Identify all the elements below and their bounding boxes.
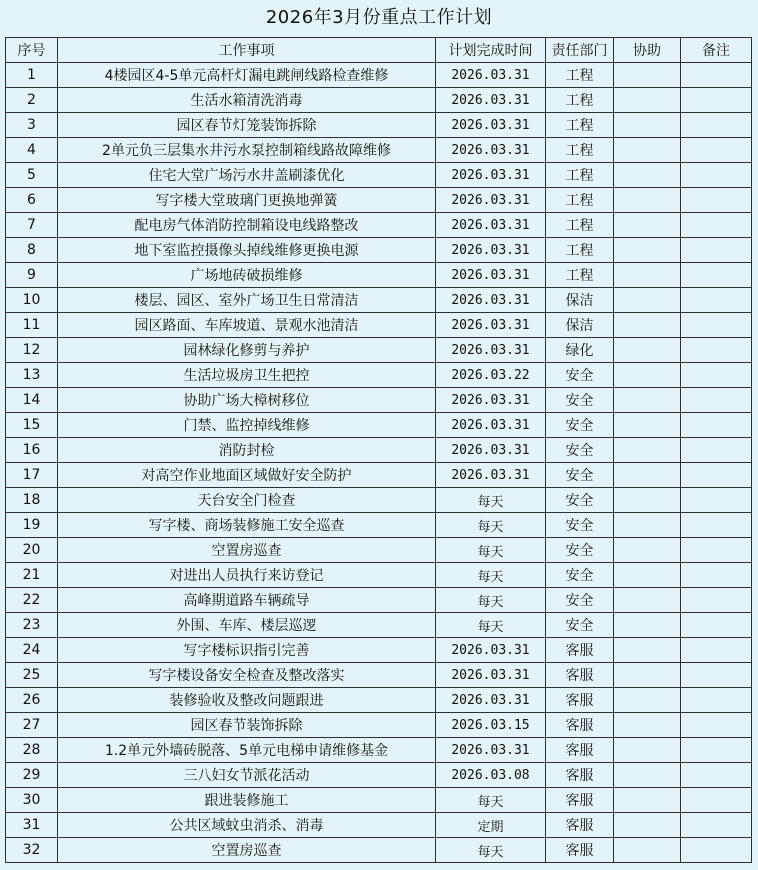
note-cell: [681, 388, 752, 413]
table-row: [6, 163, 752, 188]
department-cell: 客服: [546, 638, 614, 663]
assist-cell: [614, 138, 681, 163]
row-number: 17: [6, 463, 58, 488]
due-date-cell: 2026.03.31: [436, 388, 546, 413]
table-row: [6, 263, 752, 288]
row-number: 2: [6, 88, 58, 113]
task-cell: 住宅大堂广场污水井盖刷漆优化: [58, 163, 436, 188]
assist-cell: [614, 213, 681, 238]
row-number: 31: [6, 813, 58, 838]
note-cell: [681, 713, 752, 738]
assist-cell: [614, 363, 681, 388]
table-body: [6, 63, 752, 863]
task-cell: 高峰期道路车辆疏导: [58, 588, 436, 613]
row-number: 7: [6, 213, 58, 238]
column-header-task: 工作事项: [58, 38, 436, 63]
note-cell: [681, 163, 752, 188]
table-row: [6, 63, 752, 88]
assist-cell: [614, 613, 681, 638]
task-cell: 门禁、监控掉线维修: [58, 413, 436, 438]
note-cell: [681, 763, 752, 788]
note-cell: [681, 138, 752, 163]
table-row: [6, 663, 752, 688]
task-cell: 广场地砖破损维修: [58, 263, 436, 288]
row-number: 1: [6, 63, 58, 88]
row-number: 5: [6, 163, 58, 188]
note-cell: [681, 588, 752, 613]
assist-cell: [614, 463, 681, 488]
table-row: [6, 188, 752, 213]
task-cell: 写字楼大堂玻璃门更换地弹簧: [58, 188, 436, 213]
note-cell: [681, 213, 752, 238]
department-cell: 绿化: [546, 338, 614, 363]
row-number: 15: [6, 413, 58, 438]
due-date-cell: 2026.03.31: [436, 113, 546, 138]
task-cell: 写字楼标识指引完善: [58, 638, 436, 663]
row-number: 25: [6, 663, 58, 688]
task-cell: 园区路面、车库坡道、景观水池清洁: [58, 313, 436, 338]
assist-cell: [614, 838, 681, 863]
task-cell: 公共区域蚊虫消杀、消毒: [58, 813, 436, 838]
table-row: [6, 638, 752, 663]
task-cell: 楼层、园区、室外广场卫生日常清洁: [58, 288, 436, 313]
note-cell: [681, 638, 752, 663]
row-number: 19: [6, 513, 58, 538]
due-date-cell: 2026.03.31: [436, 188, 546, 213]
note-cell: [681, 438, 752, 463]
task-cell: 跟进装修施工: [58, 788, 436, 813]
assist-cell: [614, 713, 681, 738]
department-cell: 安全: [546, 488, 614, 513]
due-date-cell: 每天: [436, 613, 546, 638]
due-date-cell: 2026.03.15: [436, 713, 546, 738]
department-cell: 保洁: [546, 313, 614, 338]
assist-cell: [614, 388, 681, 413]
column-header-assist: 协助: [614, 38, 681, 63]
assist-cell: [614, 263, 681, 288]
note-cell: [681, 263, 752, 288]
assist-cell: [614, 538, 681, 563]
table-row: [6, 138, 752, 163]
note-cell: [681, 838, 752, 863]
department-cell: 保洁: [546, 288, 614, 313]
due-date-cell: 每天: [436, 513, 546, 538]
department-cell: 工程: [546, 163, 614, 188]
assist-cell: [614, 738, 681, 763]
due-date-cell: 2026.03.08: [436, 763, 546, 788]
due-date-cell: 2026.03.31: [436, 338, 546, 363]
due-date-cell: 2026.03.31: [436, 263, 546, 288]
department-cell: 安全: [546, 588, 614, 613]
table-row: [6, 688, 752, 713]
task-cell: 1.2单元外墙砖脱落、5单元电梯申请维修基金: [58, 738, 436, 763]
assist-cell: [614, 763, 681, 788]
row-number: 14: [6, 388, 58, 413]
note-cell: [681, 738, 752, 763]
due-date-cell: 2026.03.31: [436, 738, 546, 763]
department-cell: 安全: [546, 613, 614, 638]
row-number: 26: [6, 688, 58, 713]
assist-cell: [614, 88, 681, 113]
note-cell: [681, 813, 752, 838]
note-cell: [681, 563, 752, 588]
assist-cell: [614, 313, 681, 338]
assist-cell: [614, 413, 681, 438]
table-row: [6, 238, 752, 263]
due-date-cell: 2026.03.22: [436, 363, 546, 388]
due-date-cell: 每天: [436, 488, 546, 513]
assist-cell: [614, 813, 681, 838]
assist-cell: [614, 238, 681, 263]
table-row: [6, 613, 752, 638]
department-cell: 安全: [546, 463, 614, 488]
task-cell: 园林绿化修剪与养护: [58, 338, 436, 363]
task-cell: 4楼园区4-5单元高杆灯漏电跳闸线路检查维修: [58, 63, 436, 88]
department-cell: 客服: [546, 813, 614, 838]
note-cell: [681, 663, 752, 688]
note-cell: [681, 688, 752, 713]
due-date-cell: 每天: [436, 838, 546, 863]
department-cell: 安全: [546, 513, 614, 538]
due-date-cell: 2026.03.31: [436, 663, 546, 688]
table-row: [6, 738, 752, 763]
note-cell: [681, 513, 752, 538]
table-row: [6, 713, 752, 738]
task-cell: 外围、车库、楼层巡逻: [58, 613, 436, 638]
table-row: [6, 413, 752, 438]
table-row: [6, 463, 752, 488]
assist-cell: [614, 663, 681, 688]
department-cell: 工程: [546, 113, 614, 138]
note-cell: [681, 288, 752, 313]
row-number: 9: [6, 263, 58, 288]
note-cell: [681, 488, 752, 513]
due-date-cell: 定期: [436, 813, 546, 838]
table-row: [6, 213, 752, 238]
department-cell: 客服: [546, 663, 614, 688]
due-date-cell: 2026.03.31: [436, 688, 546, 713]
note-cell: [681, 363, 752, 388]
assist-cell: [614, 288, 681, 313]
assist-cell: [614, 163, 681, 188]
due-date-cell: 2026.03.31: [436, 213, 546, 238]
table-row: [6, 788, 752, 813]
row-number: 22: [6, 588, 58, 613]
column-header-dept: 责任部门: [546, 38, 614, 63]
note-cell: [681, 238, 752, 263]
table-row: [6, 363, 752, 388]
task-cell: 消防封检: [58, 438, 436, 463]
table-row: [6, 488, 752, 513]
row-number: 23: [6, 613, 58, 638]
task-cell: 配电房气体消防控制箱设电线路整改: [58, 213, 436, 238]
assist-cell: [614, 688, 681, 713]
table-row: [6, 113, 752, 138]
assist-cell: [614, 438, 681, 463]
note-cell: [681, 188, 752, 213]
page-title: 2026年3月份重点工作计划: [265, 7, 493, 28]
task-cell: 写字楼设备安全检查及整改落实: [58, 663, 436, 688]
table-row: [6, 388, 752, 413]
task-cell: 生活水箱清洗消毒: [58, 88, 436, 113]
row-number: 24: [6, 638, 58, 663]
assist-cell: [614, 563, 681, 588]
department-cell: 客服: [546, 838, 614, 863]
assist-cell: [614, 338, 681, 363]
row-number: 13: [6, 363, 58, 388]
due-date-cell: 2026.03.31: [436, 313, 546, 338]
task-cell: 2单元负三层集水井污水泵控制箱线路故障维修: [58, 138, 436, 163]
note-cell: [681, 413, 752, 438]
row-number: 4: [6, 138, 58, 163]
row-number: 6: [6, 188, 58, 213]
table-row: [6, 838, 752, 863]
due-date-cell: 每天: [436, 788, 546, 813]
department-cell: 客服: [546, 713, 614, 738]
assist-cell: [614, 188, 681, 213]
department-cell: 客服: [546, 738, 614, 763]
table-row: [6, 88, 752, 113]
header-row: [6, 38, 752, 63]
table-row: [6, 538, 752, 563]
department-cell: 工程: [546, 88, 614, 113]
note-cell: [681, 463, 752, 488]
assist-cell: [614, 488, 681, 513]
task-cell: 写字楼、商场装修施工安全巡查: [58, 513, 436, 538]
task-cell: 园区春节装饰拆除: [58, 713, 436, 738]
task-cell: 装修验收及整改问题跟进: [58, 688, 436, 713]
assist-cell: [614, 513, 681, 538]
row-number: 27: [6, 713, 58, 738]
table-row: [6, 313, 752, 338]
row-number: 16: [6, 438, 58, 463]
work-plan-table: [5, 37, 752, 863]
row-number: 18: [6, 488, 58, 513]
task-cell: 三八妇女节派花活动: [58, 763, 436, 788]
row-number: 20: [6, 538, 58, 563]
assist-cell: [614, 788, 681, 813]
row-number: 11: [6, 313, 58, 338]
assist-cell: [614, 588, 681, 613]
due-date-cell: 2026.03.31: [436, 63, 546, 88]
department-cell: 工程: [546, 213, 614, 238]
due-date-cell: 每天: [436, 563, 546, 588]
table-row: [6, 588, 752, 613]
column-header-date: 计划完成时间: [436, 38, 546, 63]
department-cell: 安全: [546, 413, 614, 438]
due-date-cell: 2026.03.31: [436, 438, 546, 463]
department-cell: 工程: [546, 63, 614, 88]
department-cell: 安全: [546, 438, 614, 463]
note-cell: [681, 113, 752, 138]
due-date-cell: 2026.03.31: [436, 288, 546, 313]
department-cell: 安全: [546, 563, 614, 588]
column-header-no: 序号: [6, 38, 58, 63]
row-number: 12: [6, 338, 58, 363]
task-cell: 园区春节灯笼装饰拆除: [58, 113, 436, 138]
note-cell: [681, 88, 752, 113]
due-date-cell: 2026.03.31: [436, 138, 546, 163]
table-row: [6, 513, 752, 538]
department-cell: 客服: [546, 688, 614, 713]
row-number: 10: [6, 288, 58, 313]
table-row: [6, 763, 752, 788]
department-cell: 安全: [546, 388, 614, 413]
row-number: 28: [6, 738, 58, 763]
due-date-cell: 2026.03.31: [436, 163, 546, 188]
department-cell: 安全: [546, 363, 614, 388]
assist-cell: [614, 113, 681, 138]
task-cell: 空置房巡查: [58, 538, 436, 563]
note-cell: [681, 313, 752, 338]
note-cell: [681, 63, 752, 88]
row-number: 3: [6, 113, 58, 138]
task-cell: 空置房巡查: [58, 838, 436, 863]
row-number: 29: [6, 763, 58, 788]
row-number: 21: [6, 563, 58, 588]
table-row: [6, 563, 752, 588]
note-cell: [681, 538, 752, 563]
assist-cell: [614, 638, 681, 663]
row-number: 30: [6, 788, 58, 813]
due-date-cell: 2026.03.31: [436, 413, 546, 438]
due-date-cell: 2026.03.31: [436, 88, 546, 113]
task-cell: 生活垃圾房卫生把控: [58, 363, 436, 388]
due-date-cell: 2026.03.31: [436, 638, 546, 663]
note-cell: [681, 338, 752, 363]
note-cell: [681, 613, 752, 638]
department-cell: 安全: [546, 538, 614, 563]
task-cell: 协助广场大樟树移位: [58, 388, 436, 413]
due-date-cell: 2026.03.31: [436, 238, 546, 263]
department-cell: 客服: [546, 763, 614, 788]
table-row: [6, 438, 752, 463]
department-cell: 客服: [546, 788, 614, 813]
table-row: [6, 288, 752, 313]
task-cell: 天台安全门检查: [58, 488, 436, 513]
due-date-cell: 每天: [436, 538, 546, 563]
table-row: [6, 338, 752, 363]
due-date-cell: 2026.03.31: [436, 463, 546, 488]
department-cell: 工程: [546, 263, 614, 288]
row-number: 32: [6, 838, 58, 863]
note-cell: [681, 788, 752, 813]
department-cell: 工程: [546, 138, 614, 163]
assist-cell: [614, 63, 681, 88]
column-header-note: 备注: [681, 38, 752, 63]
department-cell: 工程: [546, 238, 614, 263]
task-cell: 对进出人员执行来访登记: [58, 563, 436, 588]
row-number: 8: [6, 238, 58, 263]
task-cell: 地下室监控摄像头掉线维修更换电源: [58, 238, 436, 263]
department-cell: 工程: [546, 188, 614, 213]
due-date-cell: 每天: [436, 588, 546, 613]
task-cell: 对高空作业地面区域做好安全防护: [58, 463, 436, 488]
table-row: [6, 813, 752, 838]
